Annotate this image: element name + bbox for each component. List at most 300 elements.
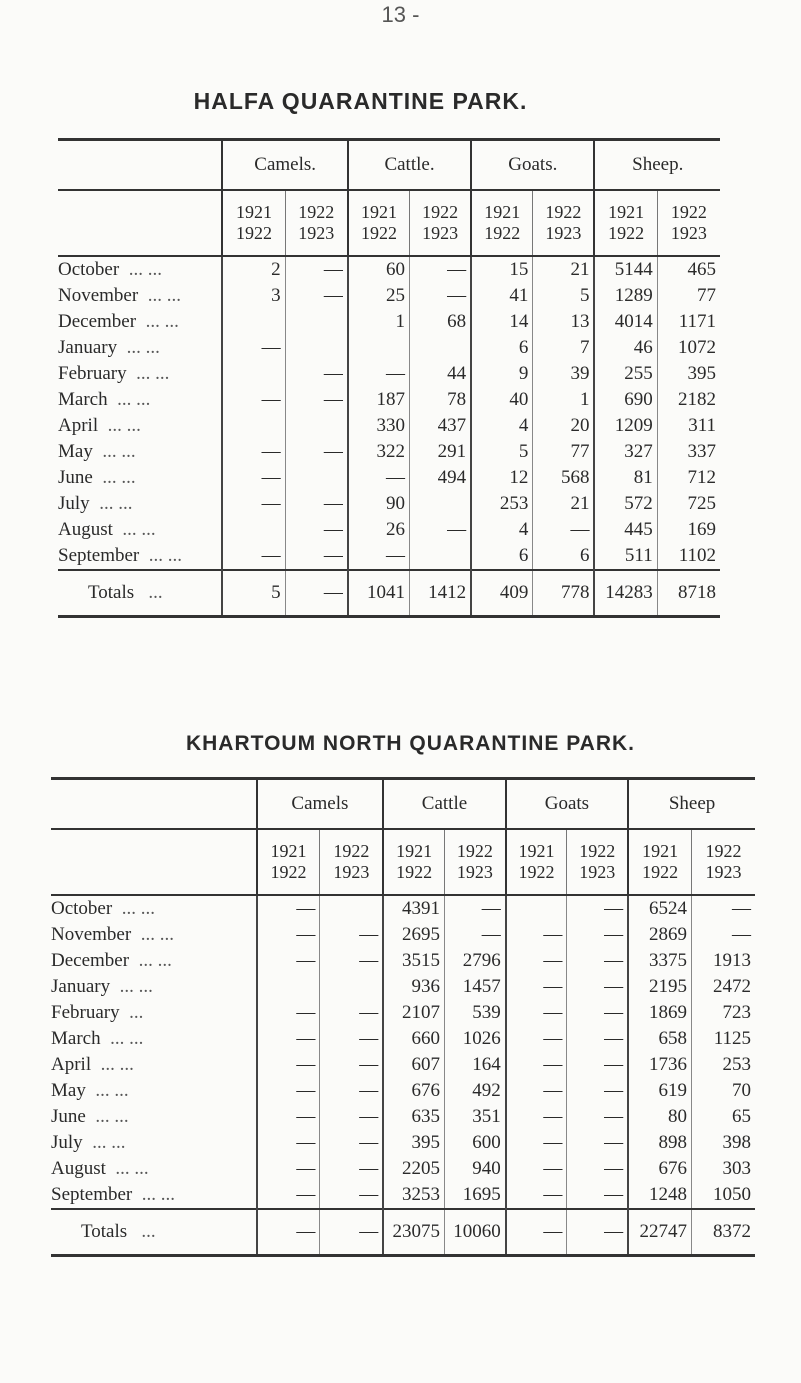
khartoum-table: [51, 777, 755, 1257]
value-cell: —: [692, 895, 755, 922]
value-cell: —: [348, 465, 410, 491]
month-cell: [51, 1078, 257, 1104]
value-cell: 253: [471, 491, 533, 517]
group-header: Sheep: [628, 779, 755, 830]
leader-dots: ...: [129, 1002, 144, 1023]
month-cell: [51, 1104, 257, 1130]
group-header: Cattle: [383, 779, 505, 830]
value-cell: 77: [533, 439, 595, 465]
month-label: March: [58, 389, 108, 410]
value-cell: [410, 491, 472, 517]
value-cell: —: [506, 1104, 567, 1130]
value-cell: 398: [692, 1130, 755, 1156]
value-cell: 60: [348, 256, 410, 283]
value-cell: —: [285, 387, 348, 413]
value-cell: 80: [628, 1104, 691, 1130]
value-cell: —: [257, 1156, 320, 1182]
month-cell: [58, 256, 222, 283]
table-row: [58, 256, 720, 283]
value-cell: —: [320, 1026, 383, 1052]
totals-cell: [58, 570, 222, 617]
value-cell: 725: [657, 491, 720, 517]
value-cell: —: [348, 361, 410, 387]
year-to: 1922: [518, 862, 555, 882]
leader-dots: ... ...: [100, 1054, 134, 1075]
year-header: [383, 829, 444, 895]
table-row: [51, 895, 755, 922]
value-cell: 395: [657, 361, 720, 387]
value-cell: —: [444, 922, 505, 948]
value-cell: —: [567, 1182, 628, 1209]
total-value-cell: 5: [222, 570, 285, 617]
leader-dots: ... ...: [110, 1028, 144, 1049]
value-cell: —: [567, 1052, 628, 1078]
table-row: [51, 1078, 755, 1104]
value-cell: 5: [533, 283, 595, 309]
value-cell: 21: [533, 256, 595, 283]
leader-dots: ... ...: [128, 259, 162, 280]
value-cell: [285, 413, 348, 439]
value-cell: —: [257, 1182, 320, 1209]
month-cell: [58, 335, 222, 361]
value-cell: 676: [383, 1078, 444, 1104]
value-cell: —: [257, 1052, 320, 1078]
khartoum-title: KHARTOUM NORTH QUARANTINE PARK.: [185, 732, 636, 755]
leader-dots: ... ...: [92, 1132, 126, 1153]
value-cell: 511: [594, 543, 657, 570]
value-cell: [222, 309, 285, 335]
value-cell: —: [506, 1078, 567, 1104]
value-cell: —: [257, 1026, 320, 1052]
value-cell: 1209: [594, 413, 657, 439]
value-cell: —: [567, 948, 628, 974]
year-to: 1923: [670, 223, 707, 243]
table-row: [51, 1052, 755, 1078]
halfa-table-body: [58, 256, 720, 617]
month-cell: [58, 543, 222, 570]
totals-cell: [51, 1209, 257, 1256]
table-row: [58, 465, 720, 491]
value-cell: [222, 361, 285, 387]
year-header-row: [58, 190, 720, 256]
value-cell: 437: [410, 413, 472, 439]
value-cell: —: [567, 1000, 628, 1026]
value-cell: —: [222, 465, 285, 491]
value-cell: 940: [444, 1156, 505, 1182]
value-cell: 936: [383, 974, 444, 1000]
value-cell: —: [506, 1026, 567, 1052]
year-to: 1923: [456, 862, 493, 882]
value-cell: 255: [594, 361, 657, 387]
group-header-row: [51, 779, 755, 830]
value-cell: 445: [594, 517, 657, 543]
year-from: 1921: [360, 202, 397, 222]
value-cell: 330: [348, 413, 410, 439]
value-cell: 25: [348, 283, 410, 309]
value-cell: —: [320, 1052, 383, 1078]
year-from: 1922: [456, 841, 493, 861]
table-row: [51, 1026, 755, 1052]
month-cell: [58, 413, 222, 439]
value-cell: 2869: [628, 922, 691, 948]
total-value-cell: —: [285, 570, 348, 617]
value-cell: 41: [471, 283, 533, 309]
year-header: [628, 829, 691, 895]
month-label: October: [51, 898, 113, 919]
value-cell: —: [506, 1182, 567, 1209]
month-cell: [51, 1130, 257, 1156]
month-label: June: [58, 467, 93, 488]
value-cell: 46: [594, 335, 657, 361]
year-from: 1922: [579, 841, 616, 861]
year-from: 1922: [705, 841, 742, 861]
month-label: October: [58, 259, 120, 280]
value-cell: 3253: [383, 1182, 444, 1209]
year-to: 1923: [333, 862, 370, 882]
value-cell: 14: [471, 309, 533, 335]
value-cell: —: [506, 1156, 567, 1182]
value-cell: —: [567, 974, 628, 1000]
leader-dots: ... ...: [95, 1106, 129, 1127]
value-cell: 568: [533, 465, 595, 491]
value-cell: 5: [471, 439, 533, 465]
year-from: 1921: [484, 202, 521, 222]
value-cell: —: [506, 1130, 567, 1156]
month-cell: [58, 465, 222, 491]
year-to: 1923: [579, 862, 616, 882]
table-row: [58, 491, 720, 517]
year-from: 1922: [422, 202, 459, 222]
leader-dots: ...: [148, 582, 163, 603]
value-cell: —: [348, 543, 410, 570]
value-cell: —: [567, 1026, 628, 1052]
month-cell: [51, 1182, 257, 1209]
value-cell: 898: [628, 1130, 691, 1156]
table-row: [51, 1130, 755, 1156]
year-from: 1922: [670, 202, 707, 222]
value-cell: —: [320, 1130, 383, 1156]
year-from: 1921: [608, 202, 645, 222]
value-cell: 635: [383, 1104, 444, 1130]
year-from: 1921: [236, 202, 273, 222]
leader-dots: ... ...: [95, 1080, 129, 1101]
leader-dots: ... ...: [119, 976, 153, 997]
year-header: [410, 190, 472, 256]
year-header: [320, 829, 383, 895]
year-from: 1922: [545, 202, 582, 222]
value-cell: —: [567, 1156, 628, 1182]
value-cell: [222, 413, 285, 439]
year-header: [594, 190, 657, 256]
table-row: [58, 335, 720, 361]
table-row: [58, 517, 720, 543]
value-cell: —: [285, 256, 348, 283]
value-cell: 607: [383, 1052, 444, 1078]
total-value-cell: —: [506, 1209, 567, 1256]
value-cell: 1072: [657, 335, 720, 361]
total-value-cell: —: [320, 1209, 383, 1256]
table-row: [58, 309, 720, 335]
month-cell: [58, 361, 222, 387]
value-cell: —: [410, 283, 472, 309]
year-to: 1922: [642, 862, 679, 882]
leader-dots: ... ...: [121, 898, 155, 919]
value-cell: 15: [471, 256, 533, 283]
total-value-cell: 10060: [444, 1209, 505, 1256]
value-cell: 5144: [594, 256, 657, 283]
value-cell: —: [506, 1000, 567, 1026]
month-label: March: [51, 1028, 101, 1049]
month-cell: [58, 439, 222, 465]
month-label: February: [58, 363, 127, 384]
month-label: December: [58, 311, 137, 332]
total-value-cell: 23075: [383, 1209, 444, 1256]
month-label: December: [51, 950, 130, 971]
table-row: [58, 413, 720, 439]
table-row: [58, 543, 720, 570]
month-cell: [51, 1052, 257, 1078]
value-cell: —: [567, 1130, 628, 1156]
value-cell: 1102: [657, 543, 720, 570]
group-header: Goats: [506, 779, 628, 830]
year-from: 1921: [396, 841, 433, 861]
value-cell: 7: [533, 335, 595, 361]
value-cell: —: [567, 922, 628, 948]
value-cell: 4: [471, 517, 533, 543]
value-cell: —: [506, 1052, 567, 1078]
header-blank: [58, 190, 222, 256]
year-header: [285, 190, 348, 256]
totals-row: [51, 1209, 755, 1256]
value-cell: 6: [533, 543, 595, 570]
leader-dots: ... ...: [102, 467, 136, 488]
month-label: April: [58, 415, 99, 436]
year-to: 1922: [484, 223, 521, 243]
value-cell: —: [567, 1078, 628, 1104]
value-cell: —: [567, 895, 628, 922]
month-cell: [58, 491, 222, 517]
value-cell: 26: [348, 517, 410, 543]
value-cell: 1736: [628, 1052, 691, 1078]
year-from: 1922: [333, 841, 370, 861]
khartoum-table-body: [51, 895, 755, 1256]
month-label: September: [51, 1184, 133, 1205]
year-to: 1922: [270, 862, 307, 882]
value-cell: —: [533, 517, 595, 543]
leader-dots: ... ...: [122, 519, 156, 540]
khartoum-table-header: [51, 779, 755, 896]
value-cell: 2: [222, 256, 285, 283]
month-label: May: [51, 1080, 86, 1101]
halfa-title: HALFA QUARANTINE PARK.: [193, 88, 528, 114]
value-cell: 690: [594, 387, 657, 413]
value-cell: 465: [657, 256, 720, 283]
value-cell: [320, 895, 383, 922]
value-cell: 395: [383, 1130, 444, 1156]
value-cell: 658: [628, 1026, 691, 1052]
value-cell: 660: [383, 1026, 444, 1052]
value-cell: 351: [444, 1104, 505, 1130]
year-to: 1923: [298, 223, 335, 243]
month-cell: [51, 1000, 257, 1026]
month-label: July: [58, 493, 90, 514]
month-cell: [58, 517, 222, 543]
value-cell: [257, 974, 320, 1000]
value-cell: 2796: [444, 948, 505, 974]
value-cell: [410, 335, 472, 361]
value-cell: 492: [444, 1078, 505, 1104]
value-cell: —: [257, 1000, 320, 1026]
header-blank: [58, 140, 222, 191]
value-cell: —: [410, 256, 472, 283]
table-row: [58, 361, 720, 387]
month-cell: [51, 1156, 257, 1182]
value-cell: —: [320, 922, 383, 948]
value-cell: 2205: [383, 1156, 444, 1182]
month-cell: [51, 974, 257, 1000]
value-cell: 6: [471, 335, 533, 361]
value-cell: 78: [410, 387, 472, 413]
month-cell: [51, 922, 257, 948]
year-header-row: [51, 829, 755, 895]
table-row: [51, 974, 755, 1000]
value-cell: [506, 895, 567, 922]
year-header: [506, 829, 567, 895]
value-cell: 2695: [383, 922, 444, 948]
month-label: August: [58, 519, 113, 540]
value-cell: —: [410, 517, 472, 543]
value-cell: [285, 465, 348, 491]
value-cell: 1050: [692, 1182, 755, 1209]
halfa-table-header: [58, 140, 720, 257]
value-cell: 600: [444, 1130, 505, 1156]
month-cell: [51, 948, 257, 974]
value-cell: 2195: [628, 974, 691, 1000]
value-cell: —: [222, 491, 285, 517]
leader-dots: ... ...: [140, 924, 174, 945]
year-from: 1922: [298, 202, 335, 222]
value-cell: —: [567, 1104, 628, 1130]
value-cell: —: [257, 1078, 320, 1104]
value-cell: —: [257, 1104, 320, 1130]
month-cell: [51, 1026, 257, 1052]
value-cell: [348, 335, 410, 361]
header-blank: [51, 779, 257, 830]
value-cell: —: [222, 387, 285, 413]
value-cell: —: [320, 1078, 383, 1104]
value-cell: 1125: [692, 1026, 755, 1052]
month-label: May: [58, 441, 93, 462]
value-cell: 4: [471, 413, 533, 439]
page-number: 13 -: [381, 2, 420, 27]
total-value-cell: —: [257, 1209, 320, 1256]
year-to: 1922: [396, 862, 433, 882]
table-row: [58, 387, 720, 413]
value-cell: —: [257, 1130, 320, 1156]
leader-dots: ... ...: [117, 389, 151, 410]
value-cell: 3515: [383, 948, 444, 974]
value-cell: 3375: [628, 948, 691, 974]
value-cell: [285, 309, 348, 335]
value-cell: 68: [410, 309, 472, 335]
year-header: [222, 190, 285, 256]
month-label: January: [51, 976, 111, 997]
total-value-cell: 8372: [692, 1209, 755, 1256]
table-row: [51, 1104, 755, 1130]
total-value-cell: 409: [471, 570, 533, 617]
month-label: November: [58, 285, 139, 306]
year-header: [692, 829, 755, 895]
month-label: November: [51, 924, 132, 945]
value-cell: 311: [657, 413, 720, 439]
value-cell: [320, 974, 383, 1000]
value-cell: —: [506, 922, 567, 948]
totals-label: Totals: [81, 1221, 128, 1242]
value-cell: —: [506, 948, 567, 974]
value-cell: 2472: [692, 974, 755, 1000]
year-to: 1922: [236, 223, 273, 243]
month-label: April: [51, 1054, 92, 1075]
year-from: 1921: [270, 841, 307, 861]
value-cell: 1457: [444, 974, 505, 1000]
month-label: August: [51, 1158, 106, 1179]
leader-dots: ... ...: [126, 337, 160, 358]
group-header: Goats.: [471, 140, 594, 191]
value-cell: —: [285, 543, 348, 570]
value-cell: —: [285, 361, 348, 387]
total-value-cell: —: [567, 1209, 628, 1256]
value-cell: 40: [471, 387, 533, 413]
year-from: 1921: [518, 841, 555, 861]
value-cell: 90: [348, 491, 410, 517]
value-cell: 539: [444, 1000, 505, 1026]
value-cell: —: [222, 543, 285, 570]
value-cell: 20: [533, 413, 595, 439]
value-cell: 4391: [383, 895, 444, 922]
value-cell: 164: [444, 1052, 505, 1078]
value-cell: —: [506, 974, 567, 1000]
value-cell: 1289: [594, 283, 657, 309]
value-cell: —: [320, 1000, 383, 1026]
value-cell: 1: [348, 309, 410, 335]
value-cell: 322: [348, 439, 410, 465]
value-cell: 12: [471, 465, 533, 491]
table-row: [51, 922, 755, 948]
leader-dots: ... ...: [138, 950, 172, 971]
value-cell: 65: [692, 1104, 755, 1130]
month-cell: [58, 387, 222, 413]
year-to: 1922: [360, 223, 397, 243]
group-header: Camels.: [222, 140, 347, 191]
year-to: 1923: [705, 862, 742, 882]
group-header: Cattle.: [348, 140, 471, 191]
value-cell: 494: [410, 465, 472, 491]
value-cell: 77: [657, 283, 720, 309]
value-cell: 723: [692, 1000, 755, 1026]
value-cell: 9: [471, 361, 533, 387]
total-value-cell: 1412: [410, 570, 472, 617]
value-cell: 6524: [628, 895, 691, 922]
table-row: [51, 1000, 755, 1026]
value-cell: —: [222, 439, 285, 465]
value-cell: —: [285, 439, 348, 465]
month-cell: [58, 283, 222, 309]
leader-dots: ... ...: [102, 441, 136, 462]
leader-dots: ... ...: [115, 1158, 149, 1179]
value-cell: 6: [471, 543, 533, 570]
value-cell: 2182: [657, 387, 720, 413]
value-cell: 291: [410, 439, 472, 465]
